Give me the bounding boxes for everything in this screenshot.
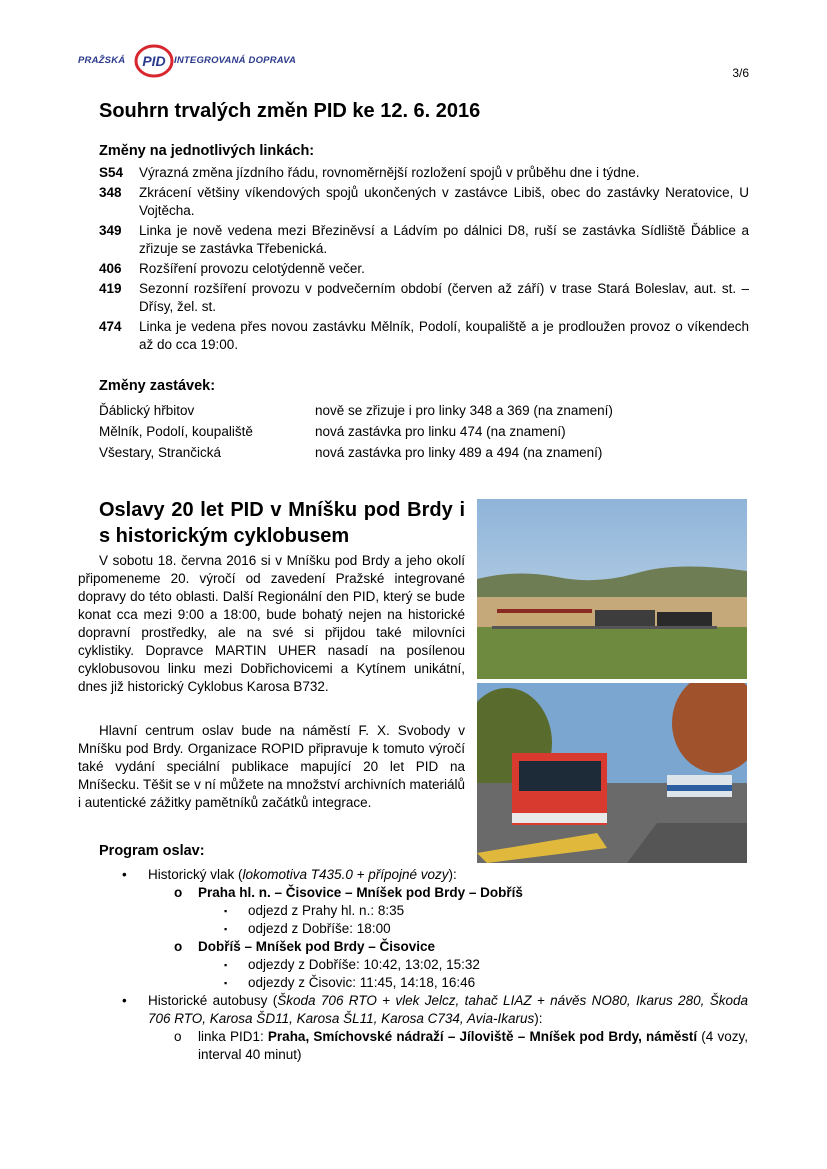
train-departure: ▪ odjezdy z Dobříše: 10:42, 13:02, 15:32	[78, 956, 748, 974]
bus-label-end: ):	[534, 1011, 543, 1026]
paragraph-intro: V sobotu 18. června 2016 si v Mníšku pod Brdy a jeho okolí připomeneme 20. výročí od zavedení Pražské integrované dopravy do této oblasti. Další Regionální den PID, který se bude konat cca mezi 9:00 a 18:00, bude bohatý nejen na historické dopravní prostředky, ale na své si přijdou také milovníci cyklistiky. Dopravce MARTIN UHER nasadí na posílenou cyklobusovou linku mezi Dobřichovicemi a Kytínem unikátní, dnes již historický Cyklobus Karosa B732.	[78, 553, 465, 694]
stop-name: Mělník, Podolí, koupaliště	[99, 424, 253, 439]
program-item-buses	[78, 992, 748, 1028]
stop-change: nově se zřizuje i pro linky 348 a 369 (na znamení)	[315, 403, 613, 418]
line-description: Sezonní rozšíření provozu v podvečerním období (červen až září) v trase Stará Boleslav, aut. st. – Dřísy, žel. st.	[139, 281, 749, 314]
line-number: S54	[99, 165, 124, 180]
lines-heading: Změny na jednotlivých linkách:	[99, 143, 315, 159]
line-change-item	[99, 164, 749, 182]
line-description: Linka je vedena přes novou zastávku Mělník, Podolí, koupaliště a je prodloužen provoz o víkendech až do cca 19:00.	[139, 319, 749, 352]
line-change-item	[99, 280, 749, 316]
logo-mark-text: PID	[142, 53, 166, 69]
line-number: 474	[99, 319, 122, 334]
page-number: 3/6	[732, 66, 749, 80]
logo-text-left: PRAŽSKÁ	[78, 55, 126, 66]
photo-historic-bus	[477, 683, 747, 863]
bus-line-item	[78, 1028, 748, 1064]
section-title-celebration: Oslavy 20 let PID v Mníšku pod Brdy i s historickým cyklobusem	[99, 499, 465, 547]
train-label-end: ):	[448, 867, 457, 882]
line-number: 348	[99, 185, 122, 200]
pid-logo-icon	[134, 44, 174, 78]
bus-line-suffix: (4 vozy, interval 40 minut)	[198, 1029, 748, 1062]
stop-change: nová zastávka pro linku 474 (na znamení)	[315, 424, 566, 439]
stop-change-item	[99, 421, 613, 442]
stop-name: Všestary, Strančická	[99, 445, 222, 460]
bus-vehicles: Škoda 706 RTO + vlek Jelcz, tahač LIAZ + návěs NO80, Ikarus 280, Škoda 706 RTO, Karosa ŠD11, Karosa ŠL11, Karosa C734, Avia-Ikarus	[148, 993, 748, 1026]
train-vehicles: lokomotiva T435.0 + přípojné vozy	[242, 867, 449, 882]
line-description: Zkrácení většiny víkendových spojů ukončených v zastávce Libiš, obec do zastávky Neratovice, U Vojtěcha.	[139, 185, 749, 218]
train-departure: ▪ odjezd z Dobříše: 18:00	[78, 920, 748, 938]
train-route-2: o Dobříš – Mníšek pod Brdy – Čisovice	[78, 938, 748, 956]
bus-label: Historické autobusy (	[148, 993, 278, 1008]
line-change-item	[99, 260, 749, 278]
photo-historic-train	[477, 499, 747, 679]
line-changes-list	[99, 164, 749, 356]
stop-name: Ďáblický hřbitov	[99, 403, 195, 418]
stop-change-item	[99, 442, 613, 463]
line-change-item	[99, 184, 749, 220]
train-label: Historický vlak (	[148, 867, 243, 882]
stop-changes-list	[99, 400, 613, 463]
stop-change-item	[99, 400, 613, 421]
line-description: Rozšíření provozu celotýdenně večer.	[139, 261, 365, 276]
line-description: Výrazná změna jízdního řádu, rovnoměrnější rozložení spojů v průběhu dne i týdne.	[139, 165, 640, 180]
program-heading: Program oslav:	[99, 843, 205, 859]
paragraph-center: Hlavní centrum oslav bude na náměstí F. X. Svobody v Mníšku pod Brdy. Organizace ROPID připravuje k tomuto výročí také vydání speciální publikace mapující 20 let PID na Mníšecku. Těšit se v ní můžete na množství archivních materiálů i autentické zážitky pamětníků začátků integrace.	[78, 723, 465, 810]
section-title-changes: Souhrn trvalých změn PID ke 12. 6. 2016	[99, 100, 481, 122]
logo-text-right: INTEGROVANÁ DOPRAVA	[174, 55, 297, 66]
line-change-item	[99, 222, 749, 258]
line-change-item	[99, 318, 749, 354]
line-number: 349	[99, 223, 122, 238]
train-route-1: o Praha hl. n. – Čisovice – Mníšek pod Brdy – Dobříš	[78, 884, 748, 902]
line-number: 419	[99, 281, 122, 296]
bus-line-route: Praha, Smíchovské nádraží – Jíloviště – Mníšek pod Brdy, náměstí	[267, 1029, 698, 1044]
stops-heading: Změny zastávek:	[99, 378, 216, 394]
train-departure: ▪ odjezdy z Čisovic: 11:45, 14:18, 16:46	[78, 974, 748, 992]
bus-line-prefix: linka PID1:	[198, 1029, 268, 1044]
program-list	[78, 866, 748, 1064]
stop-change: nová zastávka pro linky 489 a 494 (na znamení)	[315, 445, 603, 460]
line-description: Linka je nově vedena mezi Březiněvsí a Ládvím po dálnici D8, ruší se zastávka Sídliště Ďáblice a zřizuje se zastávka Třebenická.	[139, 223, 749, 256]
train-departure: ▪ odjezd z Prahy hl. n.: 8:35	[78, 902, 748, 920]
line-number: 406	[99, 261, 122, 276]
program-item-train	[78, 866, 748, 884]
